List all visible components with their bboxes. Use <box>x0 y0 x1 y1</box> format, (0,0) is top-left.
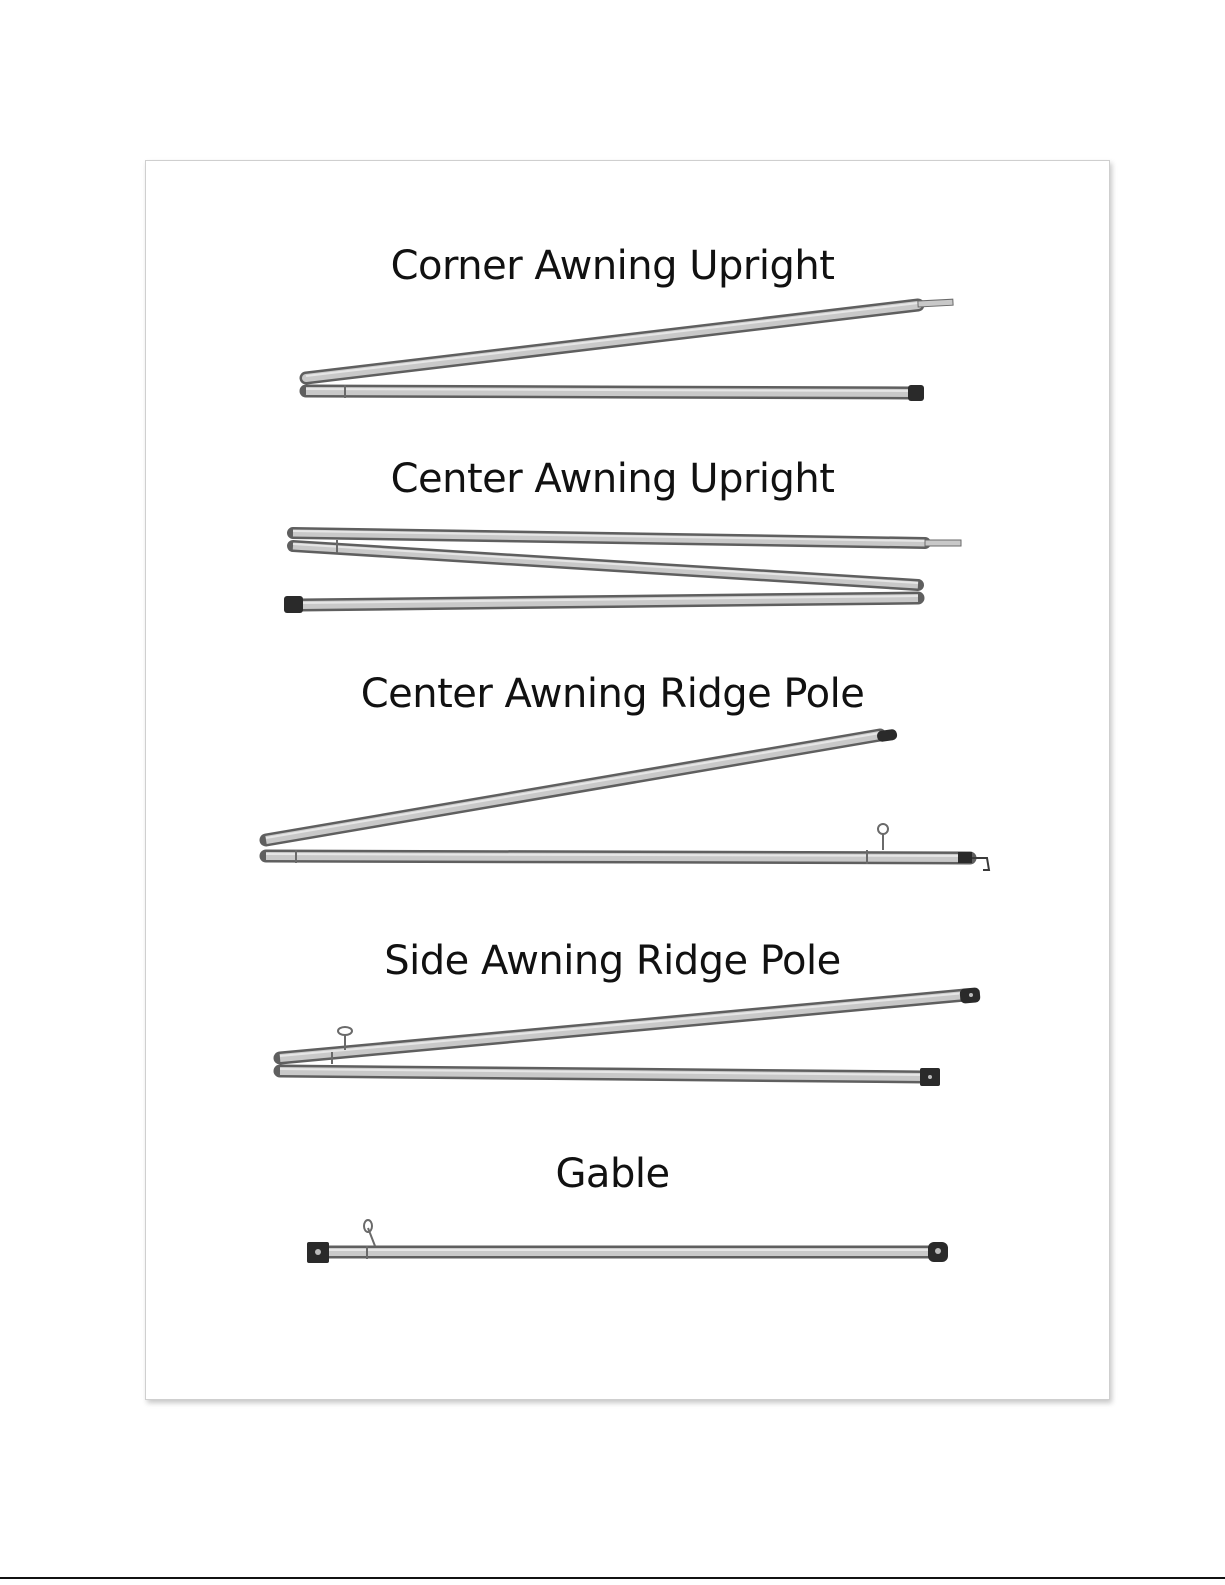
label-center-awning-ridge-pole: Center Awning Ridge Pole <box>360 671 865 717</box>
label-side-awning-ridge-pole: Side Awning Ridge Pole <box>384 938 841 984</box>
page-bottom-rule <box>0 1577 1225 1579</box>
center-awning-upright-pole <box>284 531 961 613</box>
label-corner-awning-upright: Corner Awning Upright <box>390 243 835 289</box>
label-gable: Gable <box>555 1151 670 1197</box>
gable-pole <box>307 1220 948 1263</box>
side-awning-ridge-pole <box>280 987 981 1086</box>
label-center-awning-upright: Center Awning Upright <box>390 456 835 502</box>
corner-awning-upright-pole <box>306 299 953 401</box>
center-awning-ridge-pole <box>266 729 989 870</box>
